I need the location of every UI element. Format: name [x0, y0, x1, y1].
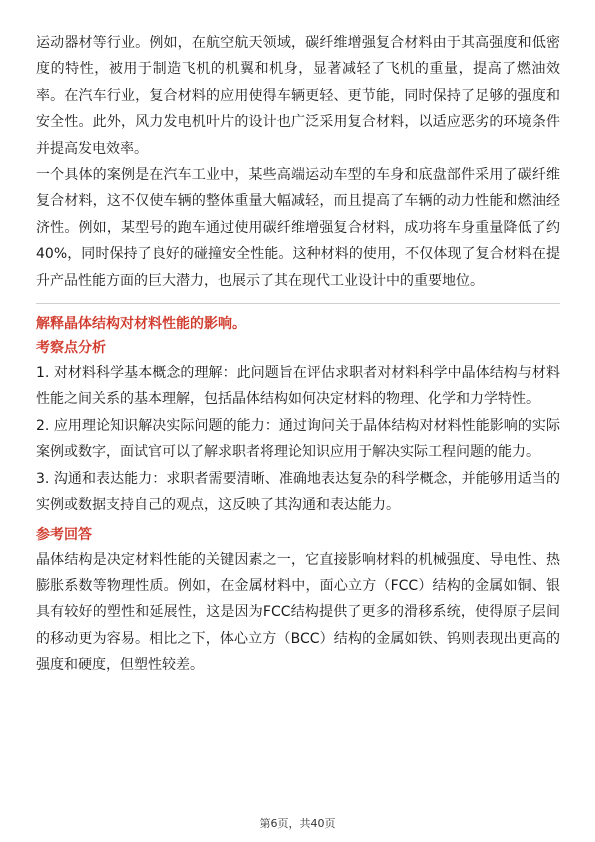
- analysis-item: 1. 对材料科学基本概念的理解：此问题旨在评估求职者对材料科学中晶体结构与材料性能之间关系的基本理解，包括晶体结构如何决定材料的物理、化学和力学特性。: [36, 365, 560, 408]
- page-number: 第6页，共40页: [259, 817, 336, 830]
- section-divider: [36, 303, 560, 304]
- case-paragraph: 一个具体的案例是在汽车工业中，某些高端运动车型的车身和底盘部件采用了碳纤维复合材料，这不仅使车辆的整体重量大幅减轻，而且提高了车辆的动力性能和燃油经济性。例如，某型号的跑车通过使用碳纤维增强复合材料，成功将车身重量降低了约40%，同时保持了良好的碰撞安全性能。这种材料的使用，不仅体现了复合材料在提升产品性能方面的巨大潜力，也展示了其在现代工业设计中的重要地位。: [36, 167, 560, 289]
- question-heading: 解释晶体结构对材料性能的影响。: [36, 316, 246, 333]
- analysis-title: 考察点分析: [36, 340, 106, 357]
- analysis-item: 3. 沟通和表达能力：求职者需要清晰、准确地表达复杂的科学概念，并能够用适当的实例或数据支持自己的观点，这反映了其沟通和表达能力。: [36, 470, 560, 514]
- answer-title: 参考回答: [36, 526, 92, 543]
- continuation-paragraph: 运动器材等行业。例如，在航空航天领域，碳纤维增强复合材料由于其高强度和低密度的特性，被用于制造飞机的机翼和机身，显著减轻了飞机的重量，提高了燃油效率。在汽车行业，复合材料的应用使得车辆更轻、更节能，同时保持了足够的强度和安全性。此外，风力发电机叶片的设计也广泛采用复合材料，以适应恶劣的环境条件并提高发电效率。: [36, 35, 560, 157]
- answer-paragraph: 晶体结构是决定材料性能的关键因素之一，它直接影响材料的机械强度、导电性、热膨胀系数等物理性质。例如，在金属材料中，面心立方（FCC）结构的金属如铜、银具有较好的塑性和延展性，这是因为FCC结构提供了更多的滑移系统，使得原子层间的移动更为容易。相比之下，体心立方（BCC）结构的金属如铁、钨则表现出更高的强度和硬度，但塑性较差。: [36, 551, 560, 674]
- analysis-item: 2. 应用理论知识解决实际问题的能力：通过询问关于晶体结构对材料性能影响的实际案例或数字，面试官可以了解求职者将理论知识应用于解决实际工程问题的能力。: [36, 417, 560, 461]
- document-page: [36, 30, 560, 679]
